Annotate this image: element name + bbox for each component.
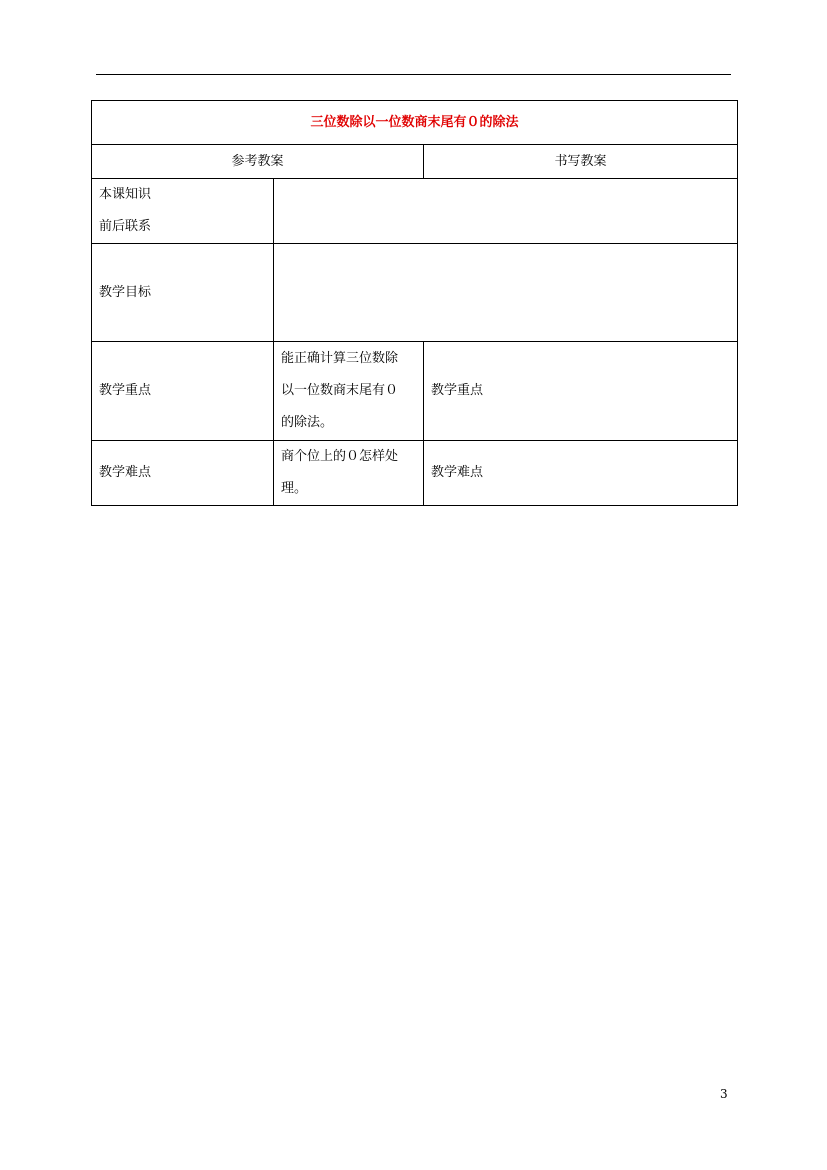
goals-content bbox=[274, 244, 738, 342]
difficulties-line1: 商个位上的０怎样处 bbox=[281, 449, 399, 464]
page-number: 3 bbox=[720, 1087, 728, 1101]
difficulties-writing: 教学难点 bbox=[424, 441, 738, 506]
goals-label: 教学目标 bbox=[92, 244, 274, 342]
knowledge-label-line1: 本课知识 bbox=[99, 187, 152, 202]
knowledge-content bbox=[274, 179, 738, 244]
key-points-content bbox=[274, 342, 424, 441]
header-rule bbox=[96, 74, 731, 75]
key-points-line2: 以一位数商末尾有０ bbox=[281, 383, 399, 398]
title-row bbox=[92, 101, 738, 145]
writing-plan-header: 书写教案 bbox=[424, 145, 738, 179]
key-points-row bbox=[92, 342, 738, 441]
knowledge-label bbox=[92, 179, 274, 244]
knowledge-row bbox=[92, 179, 738, 244]
difficulties-content bbox=[274, 441, 424, 506]
key-points-line3: 的除法。 bbox=[281, 415, 334, 430]
key-points-writing: 教学重点 bbox=[424, 342, 738, 441]
difficulties-label: 教学难点 bbox=[92, 441, 274, 506]
key-points-label: 教学重点 bbox=[92, 342, 274, 441]
goals-row bbox=[92, 244, 738, 342]
column-header-row bbox=[92, 145, 738, 179]
lesson-plan-table bbox=[91, 100, 738, 506]
knowledge-label-line2: 前后联系 bbox=[99, 219, 152, 234]
difficulties-line2: 理。 bbox=[281, 481, 308, 496]
difficulties-row bbox=[92, 441, 738, 506]
key-points-line1: 能正确计算三位数除 bbox=[281, 351, 399, 366]
document-title: 三位数除以一位数商末尾有０的除法 bbox=[92, 101, 738, 145]
reference-plan-header: 参考教案 bbox=[92, 145, 424, 179]
